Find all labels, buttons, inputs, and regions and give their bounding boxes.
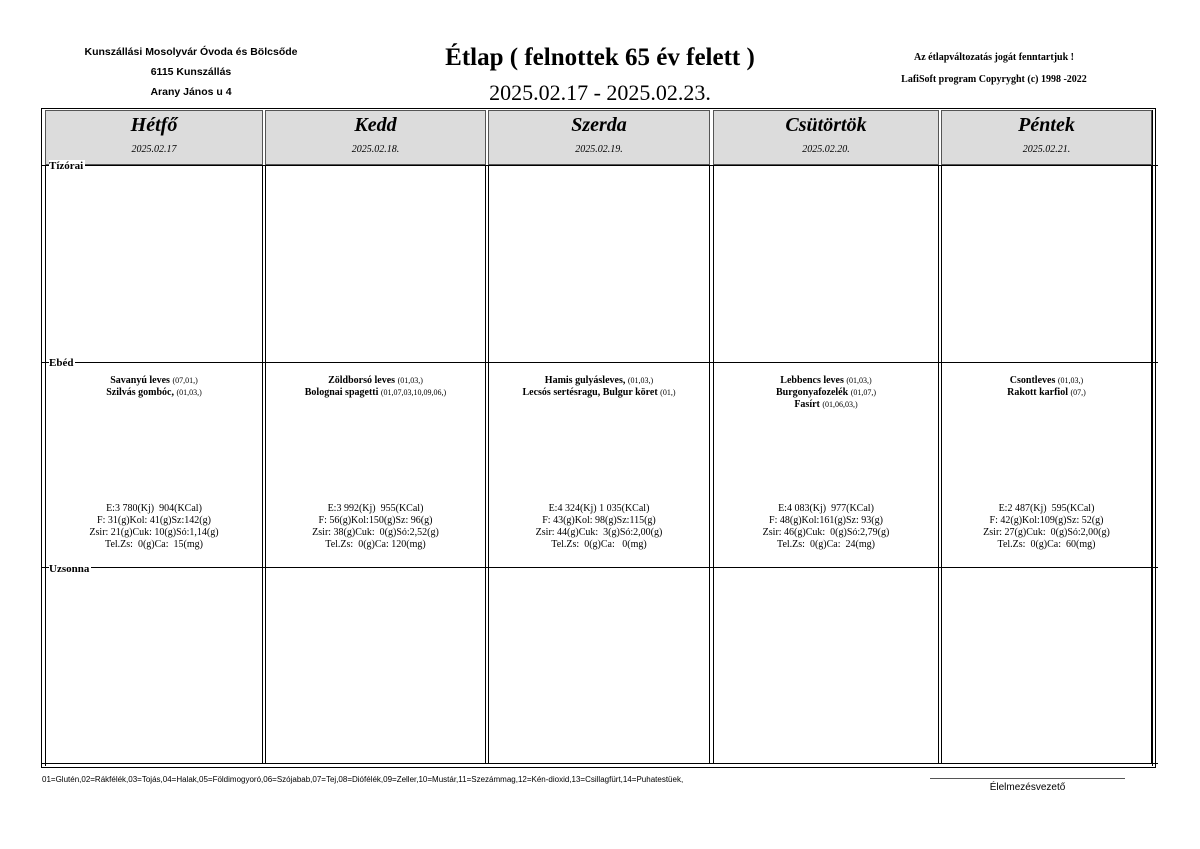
nutrition-fat-sugar-salt: Zsir: 44(g)Cuk: 3(g)Só:2,00(g) bbox=[535, 527, 663, 538]
nutrition-block bbox=[713, 503, 939, 551]
allergen-codes: (01,07,) bbox=[850, 388, 877, 397]
nutrition-block bbox=[45, 503, 263, 551]
nutrition-block bbox=[941, 503, 1152, 551]
nutrition-macros: F: 42(g)Kol:109(g)Sz: 52(g) bbox=[989, 515, 1104, 526]
org-address: Arany János u 4 bbox=[150, 86, 232, 98]
nutrition-energy: E:4 083(Kj) 977(KCal) bbox=[778, 503, 874, 514]
allergen-codes: (01,07,03,10,09,06,) bbox=[380, 388, 447, 397]
nutrition-fat-sugar-salt: Zsir: 27(g)Cuk: 0(g)Só:2,00(g) bbox=[983, 527, 1110, 538]
day-header bbox=[488, 110, 710, 165]
column-day-3 bbox=[713, 165, 939, 763]
dish-item bbox=[941, 387, 1152, 399]
nutrition-block bbox=[265, 503, 486, 551]
dish-name: Szilvás gombóc, bbox=[106, 387, 174, 398]
divider-tizorai bbox=[41, 165, 1158, 166]
day-header bbox=[713, 110, 939, 165]
day-name: Péntek bbox=[1018, 114, 1075, 136]
divider-bottom bbox=[41, 763, 1158, 764]
dish-name: Rakott karfiol bbox=[1007, 387, 1068, 398]
column-day-4 bbox=[941, 165, 1152, 763]
dish-name: Hamis gulyásleves, bbox=[544, 375, 626, 386]
day-date: 2025.02.17 bbox=[131, 144, 177, 155]
divider-uzsonna bbox=[41, 567, 1158, 568]
allergen-legend: 01=Glutén,02=Rákfélék,03=Tojás,04=Halak,05=Földimogyoró,06=Szójabab,07=Tej,08=Diófélék,09=Zeller,10=Mustár,11=Szezámmag,12=Kén-dioxid,13=Csillagfürt,14=Puhatestüek, bbox=[42, 775, 684, 784]
lunch-dishes bbox=[488, 375, 710, 399]
divider-ebed bbox=[41, 362, 1158, 363]
nutrition-satfat-calcium: Tel.Zs: 0(g)Ca: 15(mg) bbox=[105, 539, 203, 550]
date-range: 2025.02.17 - 2025.02.23. bbox=[489, 80, 711, 105]
day-name: Kedd bbox=[354, 114, 397, 136]
allergen-codes: (01,) bbox=[660, 388, 676, 397]
column-day-0 bbox=[45, 165, 263, 763]
dish-item bbox=[45, 375, 263, 387]
dish-name: Fasírt bbox=[794, 399, 820, 410]
day-header bbox=[45, 110, 263, 165]
day-date: 2025.02.20. bbox=[802, 144, 850, 155]
nutrition-fat-sugar-salt: Zsir: 21(g)Cuk: 10(g)Só:1,14(g) bbox=[89, 527, 219, 538]
nutrition-satfat-calcium: Tel.Zs: 0(g)Ca: 0(mg) bbox=[551, 539, 647, 550]
allergen-codes: (07,01,) bbox=[172, 376, 198, 385]
nutrition-satfat-calcium: Tel.Zs: 0(g)Ca: 60(mg) bbox=[997, 539, 1096, 550]
nutrition-macros: F: 31(g)Kol: 41(g)Sz:142(g) bbox=[97, 515, 211, 526]
dish-item bbox=[941, 375, 1152, 387]
lunch-dishes bbox=[941, 375, 1152, 399]
allergen-codes: (01,03,) bbox=[1057, 376, 1084, 385]
dish-item bbox=[713, 375, 939, 387]
dish-item bbox=[488, 387, 710, 399]
dish-item bbox=[713, 399, 939, 411]
meal-label-ebed: Ebéd bbox=[49, 357, 74, 369]
nutrition-fat-sugar-salt: Zsir: 46(g)Cuk: 0(g)Só:2,79(g) bbox=[762, 527, 890, 538]
nutrition-macros: F: 48(g)Kol:161(g)Sz: 93(g) bbox=[769, 515, 883, 526]
allergen-codes: (07,) bbox=[1070, 388, 1086, 397]
dish-item bbox=[45, 387, 263, 399]
day-name: Csütörtök bbox=[785, 114, 867, 136]
dish-item bbox=[488, 375, 710, 387]
allergen-codes: (01,06,03,) bbox=[822, 400, 858, 409]
frame-inner-right bbox=[1152, 110, 1153, 766]
day-name: Hétfő bbox=[130, 114, 178, 136]
copyright-notice: LafiSoft program Copyryght (c) 1998 -2022 bbox=[901, 74, 1087, 85]
dish-name: Csontleves bbox=[1009, 375, 1056, 386]
day-date: 2025.02.18. bbox=[351, 144, 400, 155]
lunch-dishes bbox=[265, 375, 486, 399]
day-date: 2025.02.21. bbox=[1022, 144, 1071, 155]
dish-name: Zöldborsó leves bbox=[328, 375, 396, 386]
day-date: 2025.02.19. bbox=[575, 144, 623, 155]
day-header bbox=[941, 110, 1152, 165]
meal-label-uzsonna: Uzsonna bbox=[49, 563, 90, 575]
lunch-dishes bbox=[713, 375, 939, 411]
day-header bbox=[265, 110, 486, 165]
nutrition-macros: F: 56(g)Kol:150(g)Sz: 96(g) bbox=[318, 515, 433, 526]
dish-item bbox=[265, 375, 486, 387]
lunch-dishes bbox=[45, 375, 263, 399]
allergen-codes: (01,03,) bbox=[627, 376, 654, 385]
change-notice: Az étlapváltozatás jogát fenntartjuk ! bbox=[914, 52, 1074, 63]
signature-line: Élelmezésvezető bbox=[930, 778, 1125, 793]
dish-name: Bolognai spagetti bbox=[304, 387, 379, 398]
nutrition-energy: E:3 992(Kj) 955(KCal) bbox=[327, 503, 424, 514]
column-day-1 bbox=[265, 165, 486, 763]
nutrition-energy: E:3 780(Kj) 904(KCal) bbox=[106, 503, 202, 514]
nutrition-block bbox=[488, 503, 710, 551]
org-city: 6115 Kunszállás bbox=[150, 66, 232, 78]
nutrition-energy: E:2 487(Kj) 595(KCal) bbox=[998, 503, 1095, 514]
meal-label-tizorai: Tízórai bbox=[49, 160, 84, 172]
nutrition-satfat-calcium: Tel.Zs: 0(g)Ca: 24(mg) bbox=[777, 539, 875, 550]
page-title: Étlap ( felnottek 65 év felett ) bbox=[445, 44, 755, 71]
nutrition-energy: E:4 324(Kj) 1 035(KCal) bbox=[548, 503, 650, 514]
allergen-codes: (01,03,) bbox=[397, 376, 423, 385]
nutrition-fat-sugar-salt: Zsir: 38(g)Cuk: 0(g)Só:2,52(g) bbox=[312, 527, 439, 538]
dish-name: Lebbencs leves bbox=[780, 375, 844, 386]
dish-name: Savanyú leves bbox=[110, 375, 170, 386]
dish-item bbox=[265, 387, 486, 399]
allergen-codes: (01,03,) bbox=[846, 376, 872, 385]
column-day-2 bbox=[488, 165, 710, 763]
dish-item bbox=[713, 387, 939, 399]
nutrition-macros: F: 43(g)Kol: 98(g)Sz:115(g) bbox=[542, 515, 656, 526]
dish-name: Lecsós sertésragu, Bulgur köret bbox=[522, 387, 658, 398]
org-name: Kunszállási Mosolyvár Óvoda és Bölcsőde bbox=[84, 46, 298, 58]
nutrition-satfat-calcium: Tel.Zs: 0(g)Ca: 120(mg) bbox=[325, 539, 426, 550]
allergen-codes: (01,03,) bbox=[176, 388, 202, 397]
day-name: Szerda bbox=[571, 114, 627, 136]
dish-name: Burgonyafozelék bbox=[775, 387, 849, 398]
